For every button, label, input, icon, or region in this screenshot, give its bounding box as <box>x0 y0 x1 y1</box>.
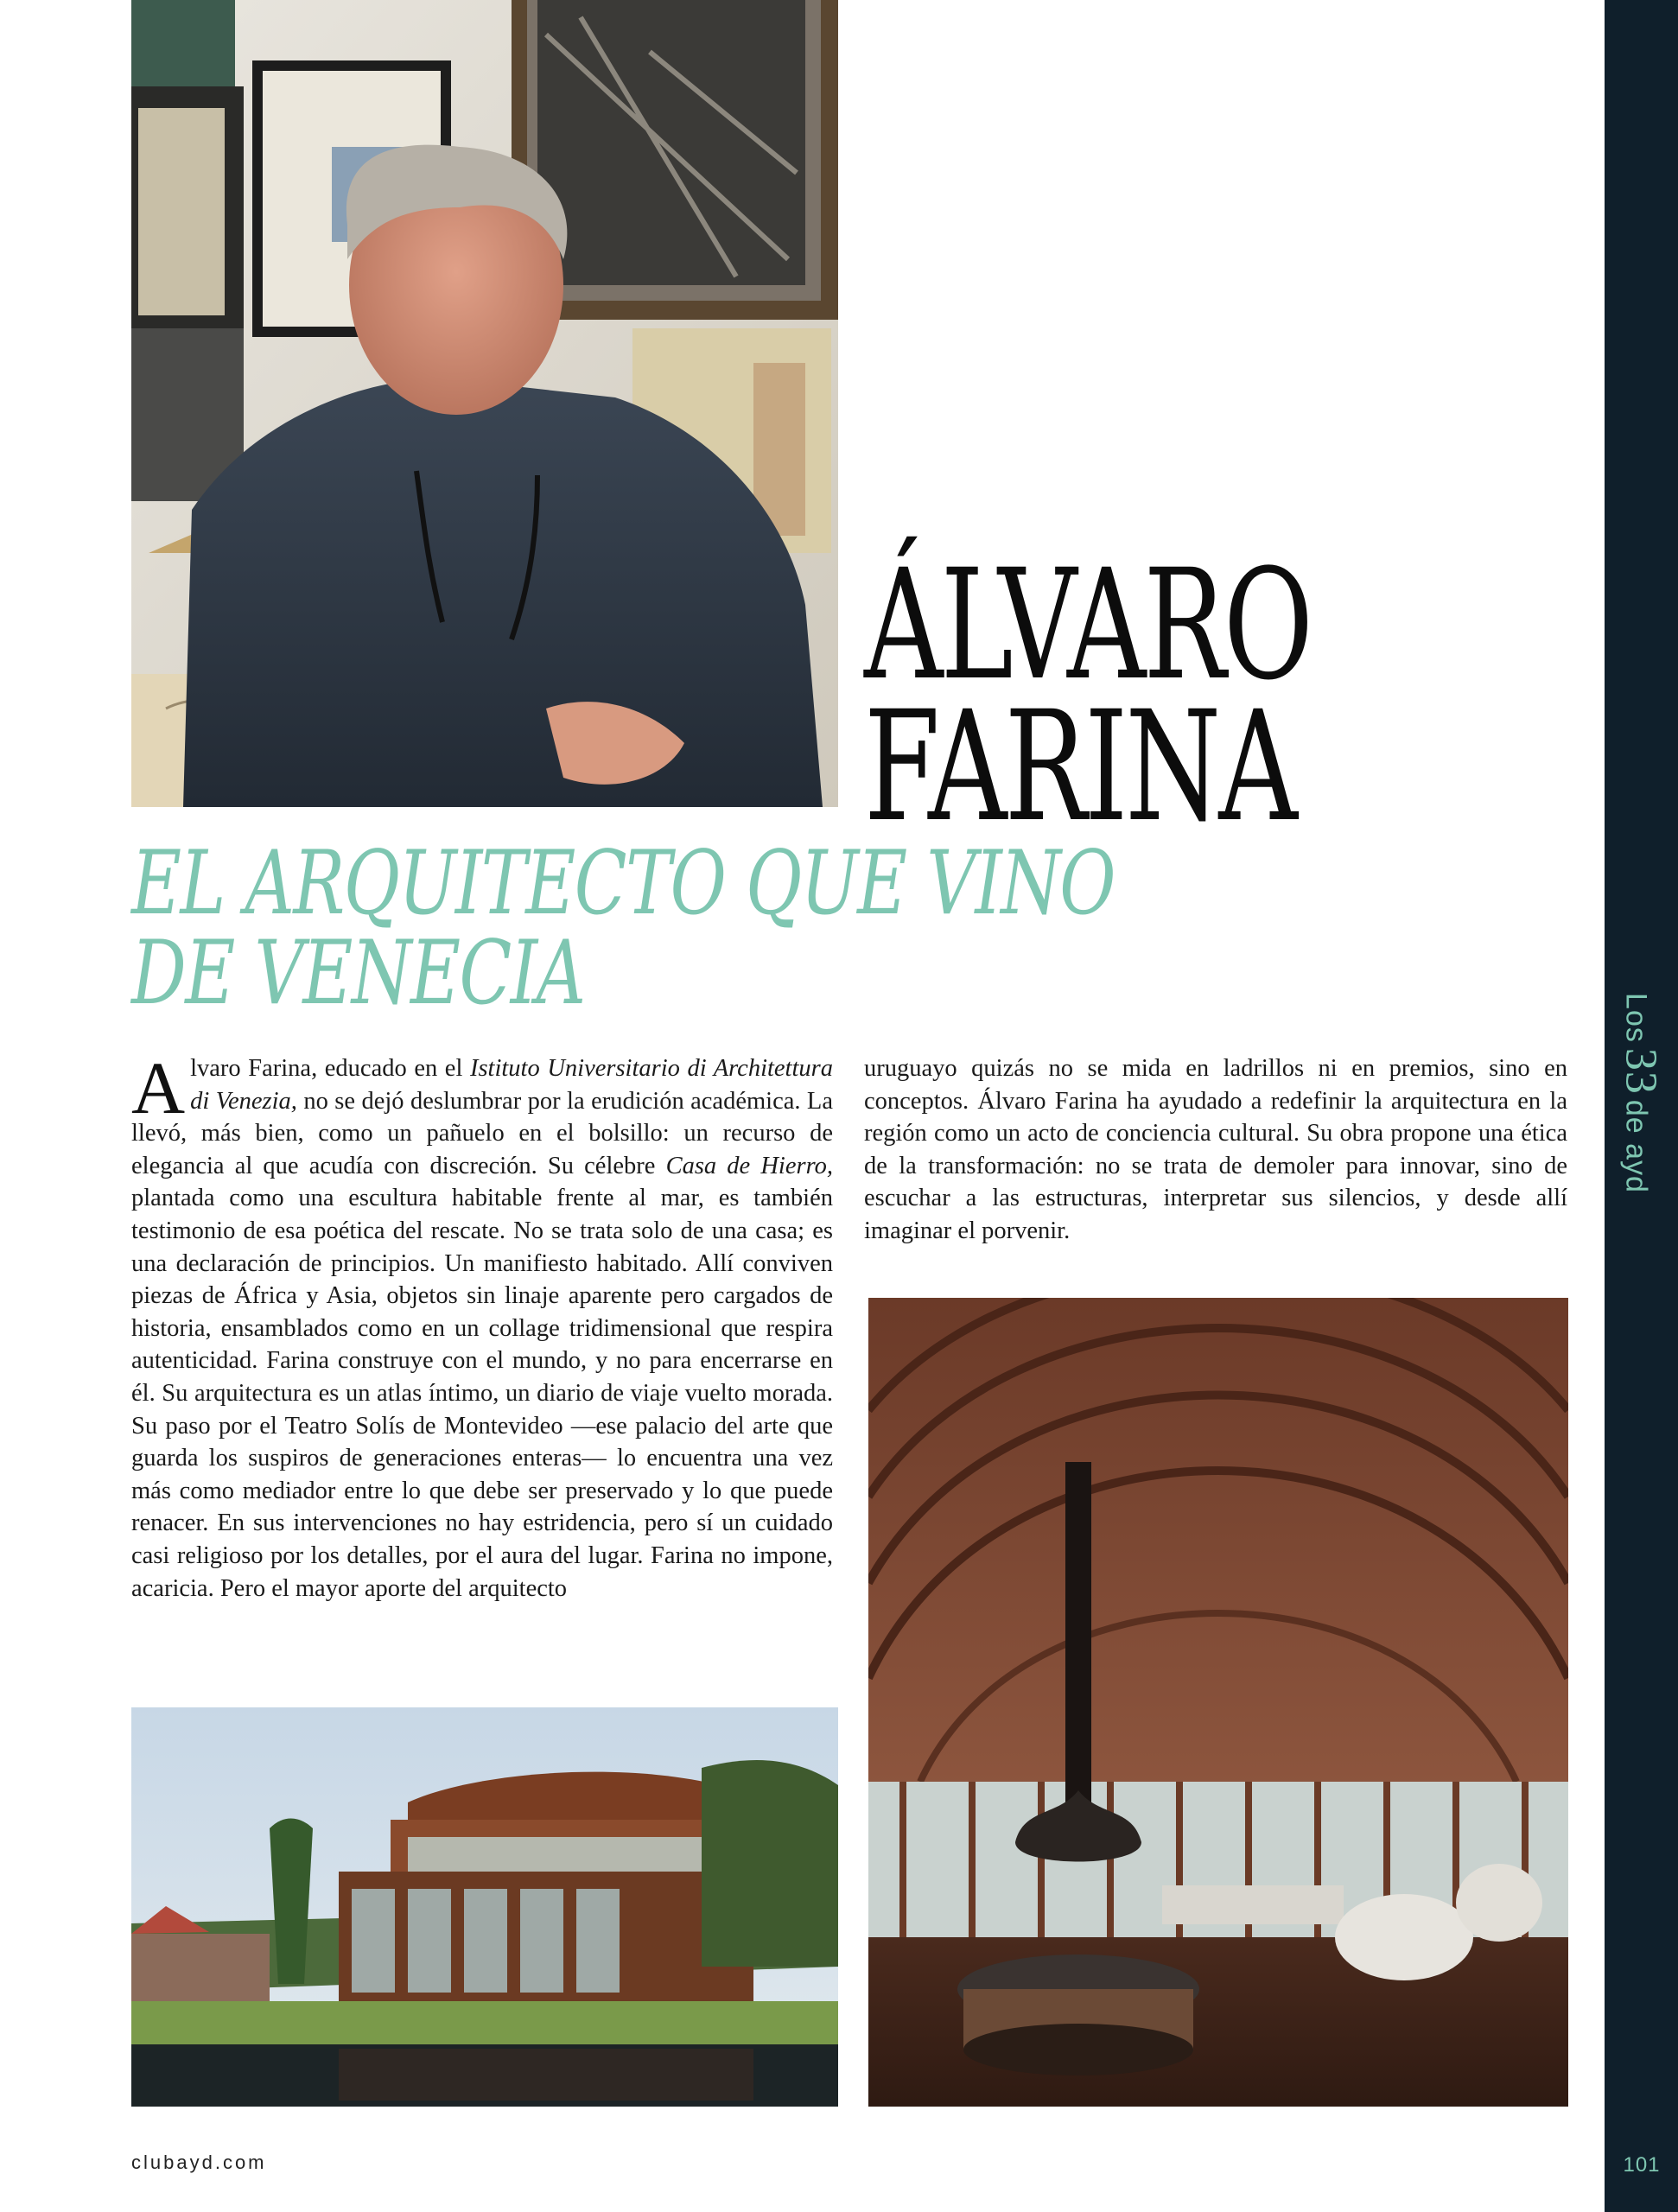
exterior-photo <box>131 1707 838 2107</box>
section-label-suffix: de ayd <box>1619 1099 1653 1193</box>
section-label <box>1616 993 1667 1193</box>
drop-cap: A <box>131 1046 186 1129</box>
text-run-italic: Istituto Universitario di Architettura di Venezia, <box>190 1055 833 1115</box>
portrait-photo <box>131 0 838 807</box>
interior-photo <box>868 1298 1568 2107</box>
article-title-line2: FARINA <box>864 678 1296 855</box>
article-title-line1: ÁLVARO <box>864 537 1312 714</box>
article-subtitle-line2: DE VENECIA <box>131 922 585 1025</box>
text-run-italic: Casa de Hierro, <box>665 1152 833 1179</box>
article-body-left <box>131 1046 833 1605</box>
article-paragraph <box>131 1046 833 1605</box>
text-run: plantada como una escultura habitable frente al mar, es también testimonio de esa poética del rescate. No se trata solo de una casa; es una declaración de principios. Un manifiesto habitado. Allí conviven piezas de África y Asia, objetos sin linaje aparente pero cargados de historia, ensamblados como en un collage tridimensional que respira autenticidad. Farina construye con el mundo, y no para encerrarse en él. Su arquitectura es un atlas íntimo, un diario de viaje vuelto morada. Su paso por el Teatro Solís de Montevideo —ese palacio del arte que guarda los suspiros de generaciones enteras— lo encuentra una vez más como mediador entre lo que debe ser preservado y lo que puede renacer. En sus intervenciones no hay estridencia, pero sí un cuidado casi religioso por los detalles, por el aura del lugar. Farina no impone, acaricia. Pero el mayor aporte del arquitecto <box>131 1185 833 1602</box>
section-label-prefix: Los <box>1619 993 1653 1043</box>
article-subtitle-line1: EL ARQUITECTO QUE VINO <box>131 832 1115 935</box>
article-body-right <box>864 1052 1567 1248</box>
section-label-number: 33 <box>1616 1047 1666 1095</box>
article-paragraph: uruguayo quizás no se mida en ladrillos ni en premios, sino en conceptos. Álvaro Farina ha ayudado a redefinir la arquitectura en la región como un acto de conciencia cultural. Su obra propone una ética de la transformación: no se trata de demoler para innovar, sino de escuchar a las estructuras, interpretar sus silencios, y desde allí imaginar el porvenir. <box>864 1055 1567 1244</box>
page-number: 101 <box>1623 2153 1661 2177</box>
text-run: no se dejó deslumbrar por la erudición académica. La llevó, más bien, como un pañuelo en el bolsillo: un recurso de elegancia al que acudía con discreción. Su célebre <box>131 1087 833 1179</box>
footer-website: clubayd.com <box>131 2152 267 2173</box>
text-run: lvaro Farina, educado en el <box>190 1055 470 1082</box>
